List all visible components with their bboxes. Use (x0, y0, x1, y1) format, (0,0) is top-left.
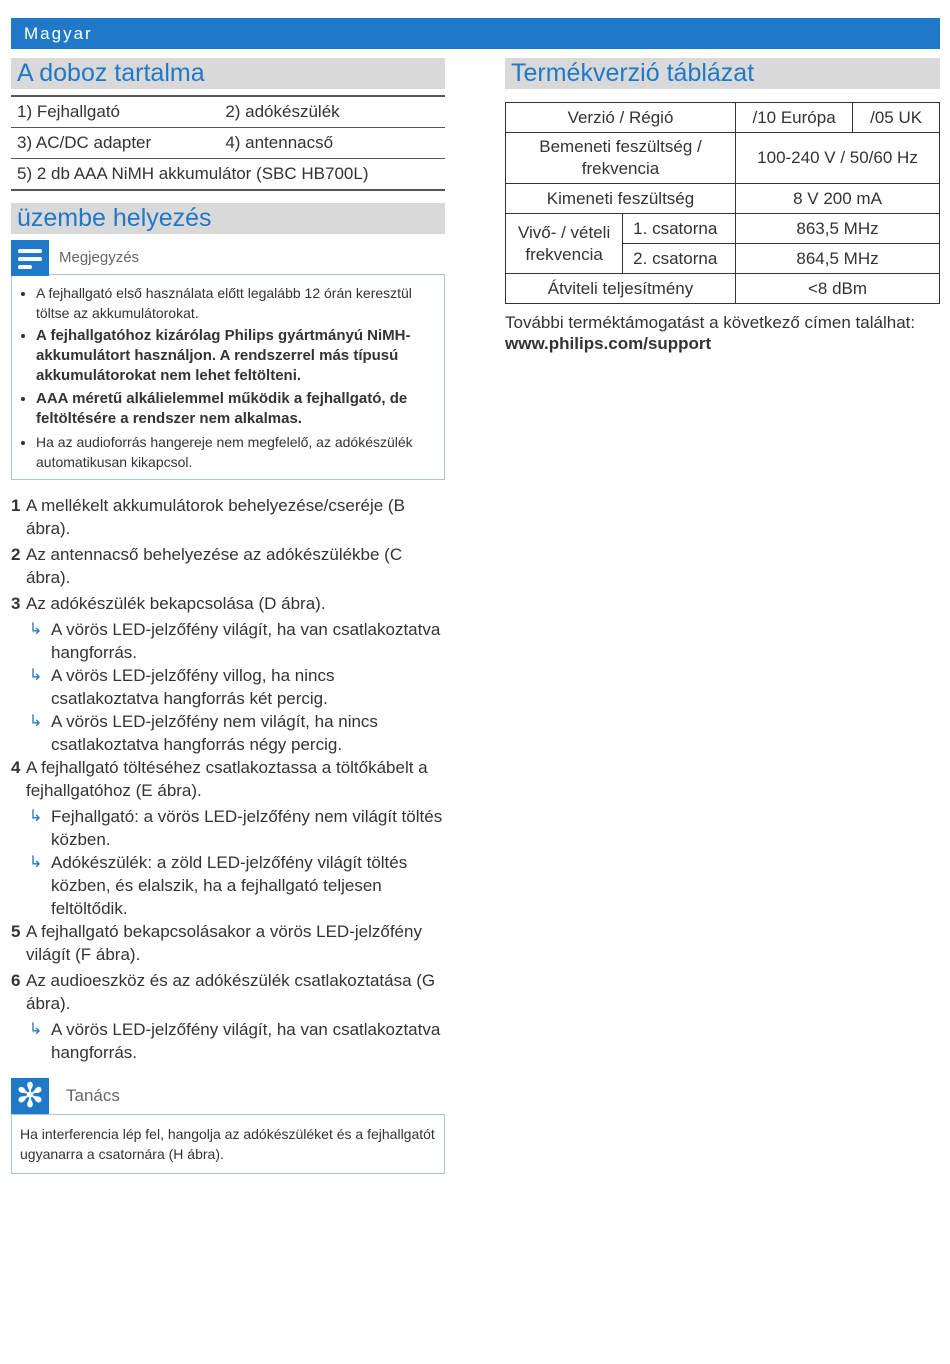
support-link[interactable]: www.philips.com/support (505, 334, 712, 353)
steps-list (11, 494, 445, 1064)
table-cell: Verzió / Régió (506, 103, 736, 133)
table-cell: Átviteli teljesítmény (506, 274, 736, 304)
result-arrow-icon: ↳ (29, 713, 43, 730)
table-row (506, 184, 940, 214)
result-arrow-icon: ↳ (29, 667, 43, 684)
table-cell: 8 V 200 mA (736, 184, 940, 214)
table-cell: Vivő- / vételi frekvencia (506, 214, 623, 274)
support-info (505, 312, 940, 354)
asterisk-icon: ✻ (11, 1078, 49, 1114)
table-row (506, 133, 940, 184)
table-cell: 863,5 MHz (736, 214, 940, 244)
result-arrow-icon: ↳ (29, 854, 43, 871)
result-arrow-icon: ↳ (29, 1021, 43, 1038)
table-cell: /10 Európa (736, 103, 853, 133)
table-row (506, 214, 940, 244)
table-cell: 1) Fejhallgató (11, 96, 219, 128)
step-item: 4 A fejhallgató töltéséhez csatlakoztassa a töltőkábelt a fejhallgatóhoz (E ábra). (11, 758, 428, 800)
table-row (506, 274, 940, 304)
step-item: 6 Az audioeszköz és az adókészülék csatlakoztatása (G ábra). (11, 971, 436, 1013)
version-table-title: Termékverzió táblázat (505, 58, 940, 89)
table-cell: 100-240 V / 50/60 Hz (736, 133, 940, 184)
left-column (11, 58, 445, 1174)
step-item: 5 A fejhallgató bekapcsolásakor a vörös LED-jelzőfény világít (F ábra). (11, 922, 422, 964)
table-cell: 4) antennacső (219, 128, 445, 159)
step-result: ↳ A vörös LED-jelzőfény villog, ha nincs csatlakoztatva hangforrás két percig. (29, 666, 335, 708)
table-cell: Kimeneti feszültség (506, 184, 736, 214)
note-item: • Ha az audioforrás hangereje nem megfelelő, az adókészülék automatikusan kikapcsol. (36, 432, 434, 472)
tip-box: Ha interferencia lép fel, hangolja az adókészüléket és a fejhallgatót ugyanarra a csatornára (H ábra). (11, 1114, 445, 1174)
language-bar: Magyar (11, 18, 940, 49)
table-cell: 2. csatorna (623, 244, 736, 274)
table-row (11, 96, 445, 128)
note-label: Megjegyzés (59, 249, 140, 266)
tip-label: Tanács (66, 1086, 120, 1105)
table-cell: /05 UK (853, 103, 940, 133)
note-box (11, 274, 445, 480)
support-text: További terméktámogatást a következő címen találhat: (505, 313, 916, 332)
table-cell: Bemeneti feszültség / frekvencia (506, 133, 736, 184)
version-table (505, 102, 940, 304)
table-row (506, 103, 940, 133)
table-cell: <8 dBm (736, 274, 940, 304)
table-row (11, 128, 445, 159)
table-cell: 864,5 MHz (736, 244, 940, 274)
table-cell: 1. csatorna (623, 214, 736, 244)
note-icon (11, 240, 49, 276)
result-arrow-icon: ↳ (29, 621, 43, 638)
box-contents-table (11, 95, 445, 191)
table-cell: 5) 2 db AAA NiMH akkumulátor (SBC HB700L) (11, 159, 445, 191)
note-item: • A fejhallgató első használata előtt legalább 12 órán keresztül töltse az akkumulátorokat. (36, 283, 434, 323)
setup-title: üzembe helyezés (11, 203, 445, 234)
tip-header (11, 1078, 445, 1114)
step-result: ↳ Adókészülék: a zöld LED-jelzőfény világít töltés közben, és elalszik, ha a fejhallgató teljesen feltöltődik. (29, 853, 408, 918)
right-column (505, 58, 940, 354)
step-result: ↳ Fejhallgató: a vörös LED-jelzőfény nem világít töltés közben. (29, 807, 443, 849)
result-arrow-icon: ↳ (29, 808, 43, 825)
step-item: 2 Az antennacső behelyezése az adókészülékbe (C ábra). (11, 545, 403, 587)
note-item: • AAA méretű alkálielemmel működik a fejhallgató, de feltöltésére a rendszer nem alkalmas. (36, 389, 434, 429)
table-cell: 2) adókészülék (219, 96, 445, 128)
table-row (11, 159, 445, 191)
step-item: 3 Az adókészülék bekapcsolása (D ábra). (11, 594, 326, 613)
note-header (11, 240, 445, 276)
note-item: • A fejhallgatóhoz kizárólag Philips gyártmányú NiMH-akkumulátort használjon. A rendszerrel más típusú akkumulátorokat nem lehet feltölteni. (36, 326, 434, 386)
box-contents-title: A doboz tartalma (11, 58, 445, 89)
step-result: ↳ A vörös LED-jelzőfény világít, ha van csatlakoztatva hangforrás. (29, 1020, 441, 1062)
step-item: 1 A mellékelt akkumulátorok behelyezése/cseréje (B ábra). (11, 496, 405, 538)
step-result: ↳ A vörös LED-jelzőfény nem világít, ha nincs csatlakoztatva hangforrás négy percig. (29, 712, 378, 754)
table-cell: 3) AC/DC adapter (11, 128, 219, 159)
step-result: ↳ A vörös LED-jelzőfény világít, ha van csatlakoztatva hangforrás. (29, 620, 441, 662)
